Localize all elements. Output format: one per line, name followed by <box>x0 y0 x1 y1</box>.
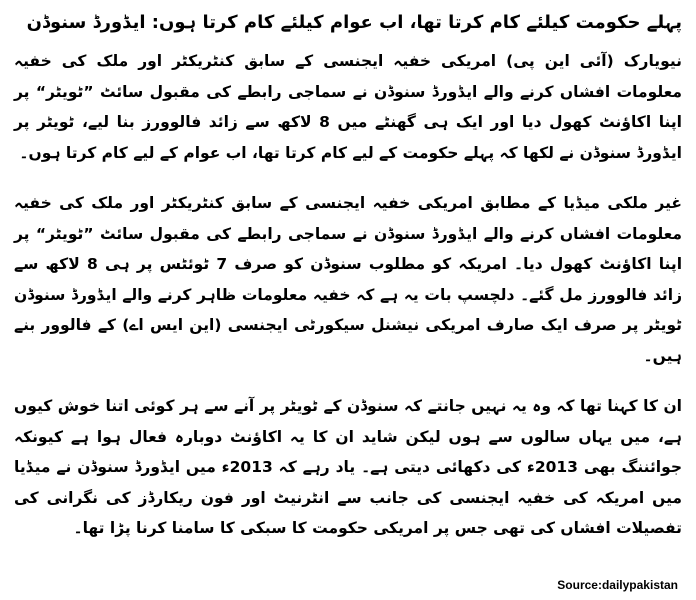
article-paragraph-3: ان کا کہنا تھا کہ وہ یہ نہیں جانتے کہ سنوڈن کے ٹویٹر پر آنے سے ہر کوئی اتنا خوش کیوں ہے، میں یہاں سالوں سے ہوں لیکن شاید ان کا یہ اکاؤنٹ دوبارہ فعال ہوا ہے کیونکہ جوائننگ بھی 2013ء کی دکھائی دیتی ہے۔ یاد رہے کہ 2013ء میں ایڈورڈ سنوڈن نے میڈیا میں امریکہ کی خفیہ ایجنسی کی جانب سے انٹرنیٹ اور فون ریکارڈز کی نگرانی کی تفصیلات افشاں کی تھی جس پر امریکی حکومت کا سبکی کا سامنا کرنا پڑا تھا۔ <box>14 397 683 537</box>
article-paragraph-1: نیویارک (آئی این پی) امریکی خفیہ ایجنسی کے سابق کنٹریکٹر اور ملک کی خفیہ معلومات افشاں کرنے والے ایڈورڈ سنوڈن نے سماجی رابطے کی مقبول سائٹ ”ٹویٹر“ پر اپنا اکاؤنٹ کھول دیا اور ایک ہی گھنٹے میں 8 لاکھ سے زائد فالوورز بنا لیے، ٹویٹر پر ایڈورڈ سنوڈن نے لکھا کہ پہلے حکومت کے لیے کام کرتا تھا، اب عوام کے لیے کام کرتا ہوں۔ <box>14 52 683 162</box>
source-credit: Source:dailypakistan <box>557 578 678 592</box>
article-paragraph-2: غیر ملکی میڈیا کے مطابق امریکی خفیہ ایجنسی کے سابق کنٹریکٹر اور ملک کی خفیہ معلومات افشاں کرنے والے ایڈورڈ سنوڈن نے سماجی رابطے کی مقبول سائٹ ”ٹویٹر“ پر اپنا اکاؤنٹ کھول دیا۔ امریکہ کو مطلوب سنوڈن کو صرف 7 ٹوئٹس پر ہی 8 لاکھ سے زائد فالوورز مل گئے۔ دلچسپ بات یہ ہے کہ خفیہ معلومات ظاہر کرنے والے ایڈورڈ سنوڈن ٹویٹر پر صرف ایک صارف امریکی نیشنل سیکورٹی ایجنسی (این ایس اے) کے فالوور بنے ہیں۔ <box>14 194 683 365</box>
article <box>14 6 682 564</box>
article-headline: پہلے حکومت کیلئے کام کرتا تھا، اب عوام کیلئے کام کرتا ہوں: ایڈورڈ سنوڈن <box>26 12 682 33</box>
